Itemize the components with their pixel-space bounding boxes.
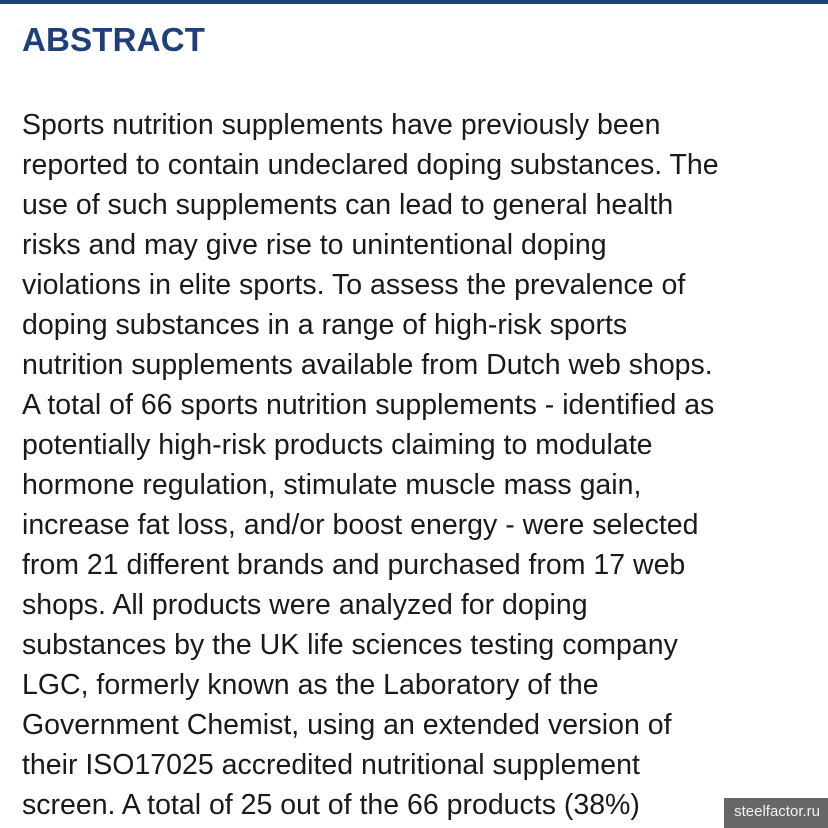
abstract-line: their ISO17025 accredited nutritional supplement xyxy=(22,749,640,781)
abstract-line: Sports nutrition supplements have previously been xyxy=(22,109,661,141)
abstract-line: doping substances in a range of high-risk sports xyxy=(22,309,628,341)
abstract-line: reported to contain undeclared doping substances. The xyxy=(22,149,719,181)
abstract-line: increase fat loss, and/or boost energy - were selected xyxy=(22,509,699,541)
abstract-line: nutrition supplements available from Dutch web shops. xyxy=(22,349,713,381)
abstract-line: from 21 different brands and purchased from 17 web xyxy=(22,549,686,581)
abstract-line: LGC, formerly known as the Laboratory of the xyxy=(22,669,599,701)
abstract-line: use of such supplements can lead to general health xyxy=(22,189,674,221)
abstract-line: substances by the UK life sciences testing company xyxy=(22,629,678,661)
watermark-label: steelfactor.ru xyxy=(724,798,828,828)
abstract-line: violations in elite sports. To assess the prevalence of xyxy=(22,269,686,301)
abstract-heading: ABSTRACT xyxy=(22,21,206,58)
abstract-line: hormone regulation, stimulate muscle mass gain, xyxy=(22,469,642,501)
abstract-line: A total of 66 sports nutrition supplements - identified as xyxy=(22,389,715,421)
abstract-line: potentially high-risk products claiming to modulate xyxy=(22,429,653,461)
abstract-line: screen. A total of 25 out of the 66 products (38%) xyxy=(22,789,640,821)
abstract-line: shops. All products were analyzed for doping xyxy=(22,589,588,621)
abstract-body xyxy=(22,105,822,825)
abstract-line: risks and may give rise to unintentional doping xyxy=(22,229,607,261)
abstract-line: Government Chemist, using an extended version of xyxy=(22,709,672,741)
top-border-rule xyxy=(0,0,828,4)
